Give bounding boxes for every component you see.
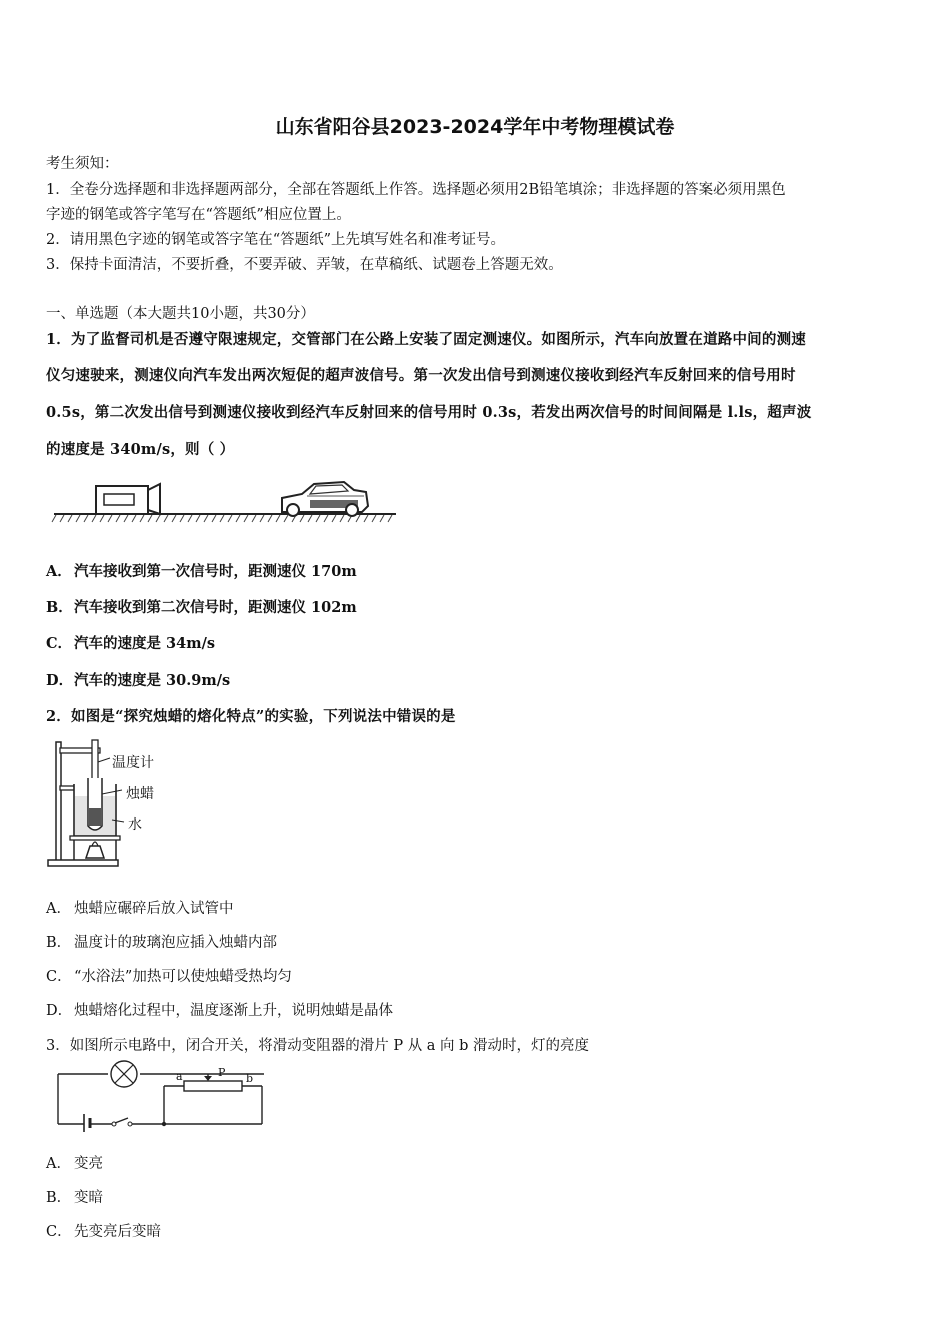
- notice-item-1: 1．全卷分选择题和非选择题两部分，全部在答题纸上作答。选择题必须用2B铅笔填涂；非选择题的答案必须用黑色: [46, 182, 786, 198]
- q1-line-1: 1．为了监督司机是否遵守限速规定，交管部门在公路上安装了固定测速仪。如图所示，汽车向放置在道路中间的测速: [46, 331, 806, 348]
- notice-heading: 考生须知：: [46, 156, 119, 172]
- q2-stem: 2．如图是“探究烛蜡的熔化特点”的实验，下列说法中错误的是: [46, 708, 456, 725]
- q3-stem: 3．如图所示电路中，闭合开关，将滑动变阻器的滑片 P 从 a 向 b 滑动时，灯的亮度: [46, 1038, 590, 1054]
- page-title: 山东省阳谷县2023-2024学年中考物理模试卷: [275, 116, 675, 138]
- notice-item-2: 2．请用黑色字迹的钢笔或答字笔在“答题纸”上先填写姓名和准考证号。: [46, 232, 506, 248]
- q2-option-d[interactable]: D． 烛蜡熔化过程中，温度逐渐上升，说明烛蜡是晶体: [46, 1003, 393, 1019]
- q1-option-b[interactable]: B．汽车接收到第二次信号时，距测速仪 102m: [46, 599, 357, 616]
- q2-option-a[interactable]: A． 烛蜡应碾碎后放入试管中: [46, 901, 234, 917]
- q1-option-a[interactable]: A． 汽车接收到第一次信号时，距测速仪 170m: [46, 563, 357, 580]
- q1-line-4: 的速度是 340m/s，则（ ）: [46, 441, 235, 458]
- q3-label-b: b: [246, 1072, 254, 1085]
- q3-option-b[interactable]: B． 变暗: [46, 1190, 103, 1206]
- q2-option-b[interactable]: B． 温度计的玻璃泡应插入烛蜡内部: [46, 935, 277, 951]
- q2-water-bath-figure: [46, 738, 176, 872]
- section-heading: 一、单选题（本大题共10小题，共30分）: [46, 306, 315, 322]
- q1-line-3: 0.5s，第二次发出信号到测速仪接收到经汽车反射回来的信号用时 0.3s，若发出两次信号的时间间隔是 l.ls，超声波: [46, 404, 812, 421]
- q3-option-a[interactable]: A． 变亮: [46, 1156, 103, 1172]
- q3-label-p: P: [218, 1066, 226, 1079]
- q1-speed-meter-figure: [52, 474, 400, 526]
- q1-option-c[interactable]: C． 汽车的速度是 34m/s: [46, 635, 216, 652]
- q1-line-2: 仪匀速驶来，测速仪向汽车发出两次短促的超声波信号。第一次发出信号到测速仪接收到经汽车反射回来的信号用时: [46, 367, 796, 384]
- q3-option-c[interactable]: C． 先变亮后变暗: [46, 1224, 161, 1240]
- q3-circuit-figure: [56, 1066, 266, 1132]
- q2-option-c[interactable]: C． “水浴法”加热可以使烛蜡受热均匀: [46, 969, 292, 985]
- q3-label-a: a: [176, 1070, 183, 1083]
- q2-label-thermometer: 温度计: [112, 755, 154, 771]
- q2-label-wax: 烛蜡: [126, 786, 154, 802]
- q2-label-water: 水: [128, 817, 142, 833]
- notice-item-3: 3．保持卡面清洁，不要折叠，不要弄破、弄皱，在草稿纸、试题卷上答题无效。: [46, 257, 563, 273]
- notice-item-1-cont: 字迹的钢笔或答字笔写在“答题纸”相应位置上。: [46, 207, 351, 223]
- q1-option-d[interactable]: D．汽车的速度是 30.9m/s: [46, 672, 231, 689]
